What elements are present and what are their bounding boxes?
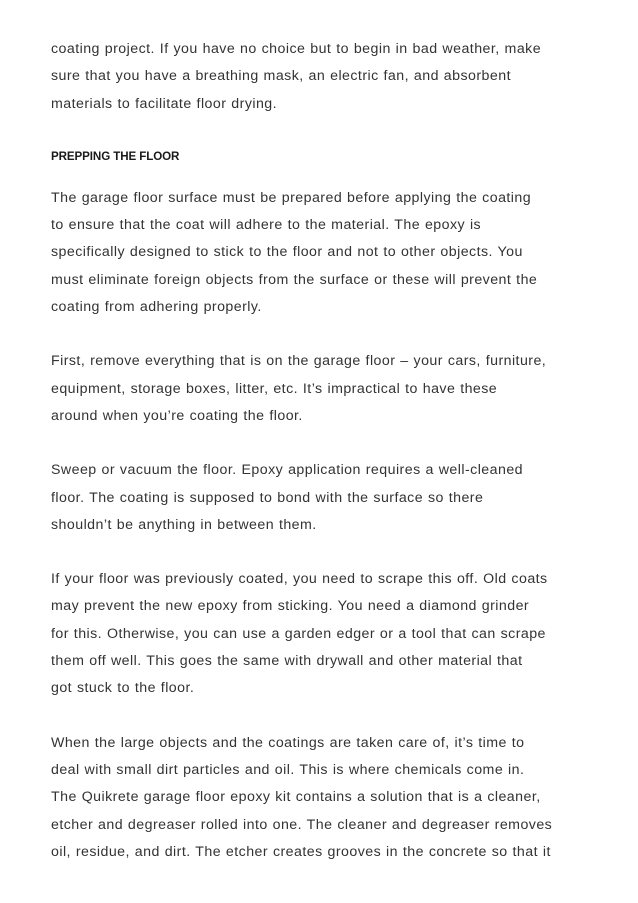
text-line: The garage floor surface must be prepared before applying the coating — [51, 189, 532, 206]
text-line: deal with small dirt particles and oil. This is where chemicals come in. — [51, 761, 525, 778]
text-line: oil, residue, and dirt. The etcher creates grooves in the concrete so that it — [51, 843, 551, 860]
text-line: Sweep or vacuum the floor. Epoxy application requires a well-cleaned — [51, 462, 524, 479]
text-line: First, remove everything that is on the garage floor – your cars, furniture, — [51, 353, 547, 370]
text-line: shouldn’t be anything in between them. — [51, 516, 317, 533]
text-line: coating from adhering properly. — [51, 299, 262, 316]
text-line: equipment, storage boxes, litter, etc. It’s impractical to have these — [51, 380, 498, 397]
text-line: to ensure that the coat will adhere to the material. The epoxy is — [51, 217, 482, 234]
text-line: materials to facilitate floor drying. — [51, 95, 278, 112]
text-line: for this. Otherwise, you can use a garden edger or a tool that can scrape — [51, 625, 546, 642]
text-line: sure that you have a breathing mask, an electric fan, and absorbent — [51, 68, 511, 85]
paragraph-remove-objects — [51, 348, 599, 430]
text-line: When the large objects and the coatings are taken care of, it’s time to — [51, 734, 525, 751]
section-heading: PREPPING THE FLOOR — [51, 149, 180, 163]
text-line: floor. The coating is supposed to bond with the surface so there — [51, 489, 484, 506]
text-line: coating project. If you have no choice but to begin in bad weather, make — [51, 41, 542, 57]
text-line: If your floor was previously coated, you need to scrape this off. Old coats — [51, 571, 548, 588]
intro-paragraph — [51, 36, 599, 118]
text-line: specifically designed to stick to the floor and not to other objects. You — [51, 244, 523, 261]
text-line: got stuck to the floor. — [51, 680, 195, 697]
paragraph-chemicals — [51, 730, 599, 866]
document-page — [51, 36, 599, 866]
text-line: may prevent the new epoxy from sticking. You need a diamond grinder — [51, 598, 530, 615]
text-line: The Quikrete garage floor epoxy kit contains a solution that is a cleaner, — [51, 789, 541, 806]
paragraph-sweep — [51, 457, 599, 539]
paragraph-scrape-coating — [51, 566, 599, 702]
text-line: etcher and degreaser rolled into one. The cleaner and degreaser removes — [51, 816, 553, 833]
text-line: them off well. This goes the same with drywall and other material that — [51, 653, 523, 670]
paragraph-surface-prep — [51, 185, 599, 321]
text-line: around when you’re coating the floor. — [51, 407, 303, 424]
text-line: must eliminate foreign objects from the surface or these will prevent the — [51, 271, 538, 288]
